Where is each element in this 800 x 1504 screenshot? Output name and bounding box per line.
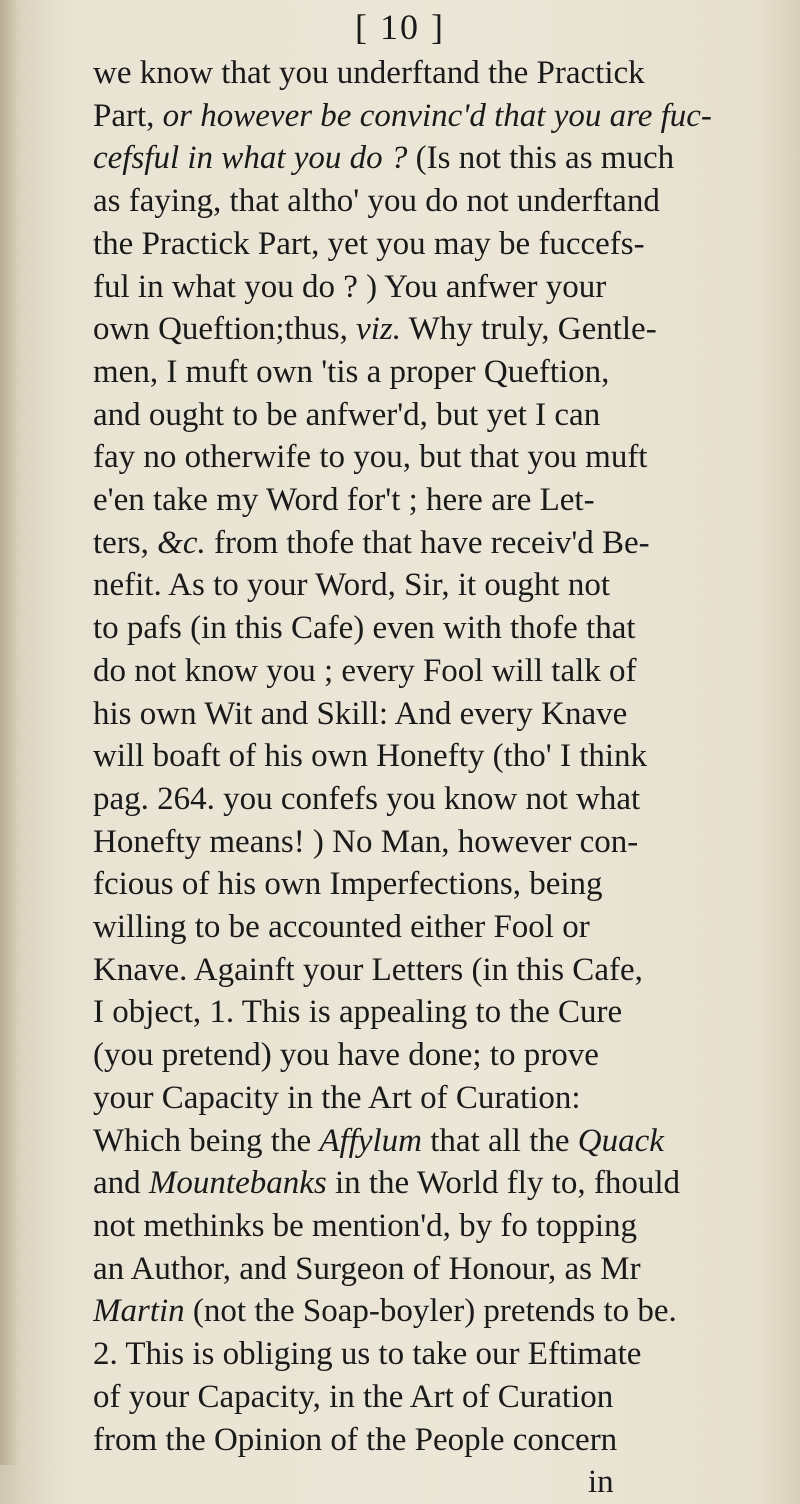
text-run: 2. This is obliging us to take our Eftimate xyxy=(93,1336,642,1373)
text-run: Knave. Againft your Letters (in this Cafe, xyxy=(93,951,643,988)
text-run: his own Wit and Skill: And every Knave xyxy=(93,695,628,732)
text-run: the Practick Part, yet you may be fuccefs- xyxy=(93,225,645,262)
text-run: your Capacity in the Art of Curation: xyxy=(93,1079,581,1116)
text-run: as faying, that altho' you do not underftand xyxy=(93,183,660,220)
italic-text: viz. xyxy=(356,311,401,348)
text-run: in the World fly to, fhould xyxy=(326,1165,680,1202)
text-line xyxy=(93,394,800,437)
text-line xyxy=(93,52,800,95)
text-line xyxy=(93,1376,800,1419)
text-run: e'en take my Word for't ; here are Let- xyxy=(93,482,595,519)
text-run: from thofe that have receiv'd Be- xyxy=(205,524,650,561)
text-run: men, I muft own 'tis a proper Queftion, xyxy=(93,353,610,390)
text-line xyxy=(93,479,800,522)
body-text xyxy=(93,52,800,1504)
text-line xyxy=(93,1290,800,1333)
text-run: will boaft of his own Honefty (tho' I think xyxy=(93,738,648,775)
text-run: to pafs (in this Cafe) even with thofe that xyxy=(93,610,636,647)
page-number: [ 10 ] xyxy=(355,7,445,47)
text-line xyxy=(93,223,800,266)
text-line xyxy=(93,137,800,180)
text-line xyxy=(93,863,800,906)
text-run: nefit. As to your Word, Sir, it ought not xyxy=(93,567,610,604)
text-line xyxy=(93,735,800,778)
italic-text: cefsful in what you do ? xyxy=(93,140,408,177)
text-run: ters, xyxy=(93,524,158,561)
text-line xyxy=(93,693,800,736)
text-run: (Is not this as much xyxy=(407,140,675,177)
text-line xyxy=(93,1034,800,1077)
text-line xyxy=(93,1120,800,1163)
text-run: ful in what you do ? ) You anfwer your xyxy=(93,268,607,305)
text-line xyxy=(93,821,800,864)
text-line xyxy=(93,1205,800,1248)
text-run: do not know you ; every Fool will talk of xyxy=(93,652,637,689)
text-run: (you pretend) you have done; to prove xyxy=(93,1037,599,1074)
text-line xyxy=(93,1419,800,1462)
text-line xyxy=(93,1248,800,1291)
text-line xyxy=(93,607,800,650)
text-run: Which being the xyxy=(93,1122,320,1159)
text-run: an Author, and Surgeon of Honour, as Mr xyxy=(93,1250,641,1287)
italic-text: Mountebanks xyxy=(148,1165,327,1202)
text-line xyxy=(93,1461,800,1504)
text-run: Part, xyxy=(93,97,163,134)
text-run: in xyxy=(93,1464,614,1501)
text-line xyxy=(93,522,800,565)
text-line xyxy=(93,180,800,223)
text-line xyxy=(93,1333,800,1376)
text-run: I object, 1. This is appealing to the Cure xyxy=(93,994,623,1031)
text-run: Why truly, Gentle- xyxy=(401,311,657,348)
text-run: of your Capacity, in the Art of Curation xyxy=(93,1378,614,1415)
italic-text: Quack xyxy=(577,1122,664,1159)
text-line xyxy=(93,564,800,607)
text-run: we know that you underftand the Practick xyxy=(93,55,645,91)
text-run: that all the xyxy=(422,1122,578,1159)
text-run: (not the Soap-boyler) pretends to be. xyxy=(184,1293,677,1330)
text-run: fcious of his own Imperfections, being xyxy=(93,866,603,903)
text-line xyxy=(93,266,800,309)
text-line xyxy=(93,991,800,1034)
text-run: and xyxy=(93,1165,149,1202)
text-line xyxy=(93,436,800,479)
text-run: not methinks be mention'd, by fo topping xyxy=(93,1207,637,1244)
page-spine-shadow xyxy=(0,0,18,1465)
italic-text: Affylum xyxy=(319,1122,422,1159)
text-run: Honefty means! ) No Man, however con- xyxy=(93,823,639,860)
text-run: pag. 264. you confefs you know not what xyxy=(93,780,641,817)
italic-text: Martin xyxy=(93,1293,185,1330)
italic-text: or however be convinc'd that you are fuc- xyxy=(162,97,712,134)
text-run: willing to be accounted either Fool or xyxy=(93,909,590,946)
text-line xyxy=(93,650,800,693)
text-line xyxy=(93,949,800,992)
text-run: and ought to be anfwer'd, but yet I can xyxy=(93,396,601,433)
text-line xyxy=(93,1077,800,1120)
text-line xyxy=(93,906,800,949)
italic-text: &c. xyxy=(157,524,206,561)
text-run: own Queftion;thus, xyxy=(93,311,357,348)
text-line xyxy=(93,778,800,821)
text-line xyxy=(93,351,800,394)
text-line xyxy=(93,308,800,351)
text-run: fay no otherwife to you, but that you muft xyxy=(93,439,648,476)
text-run: from the Opinion of the People concern xyxy=(93,1421,618,1458)
text-line xyxy=(93,95,800,138)
text-line xyxy=(93,1162,800,1205)
